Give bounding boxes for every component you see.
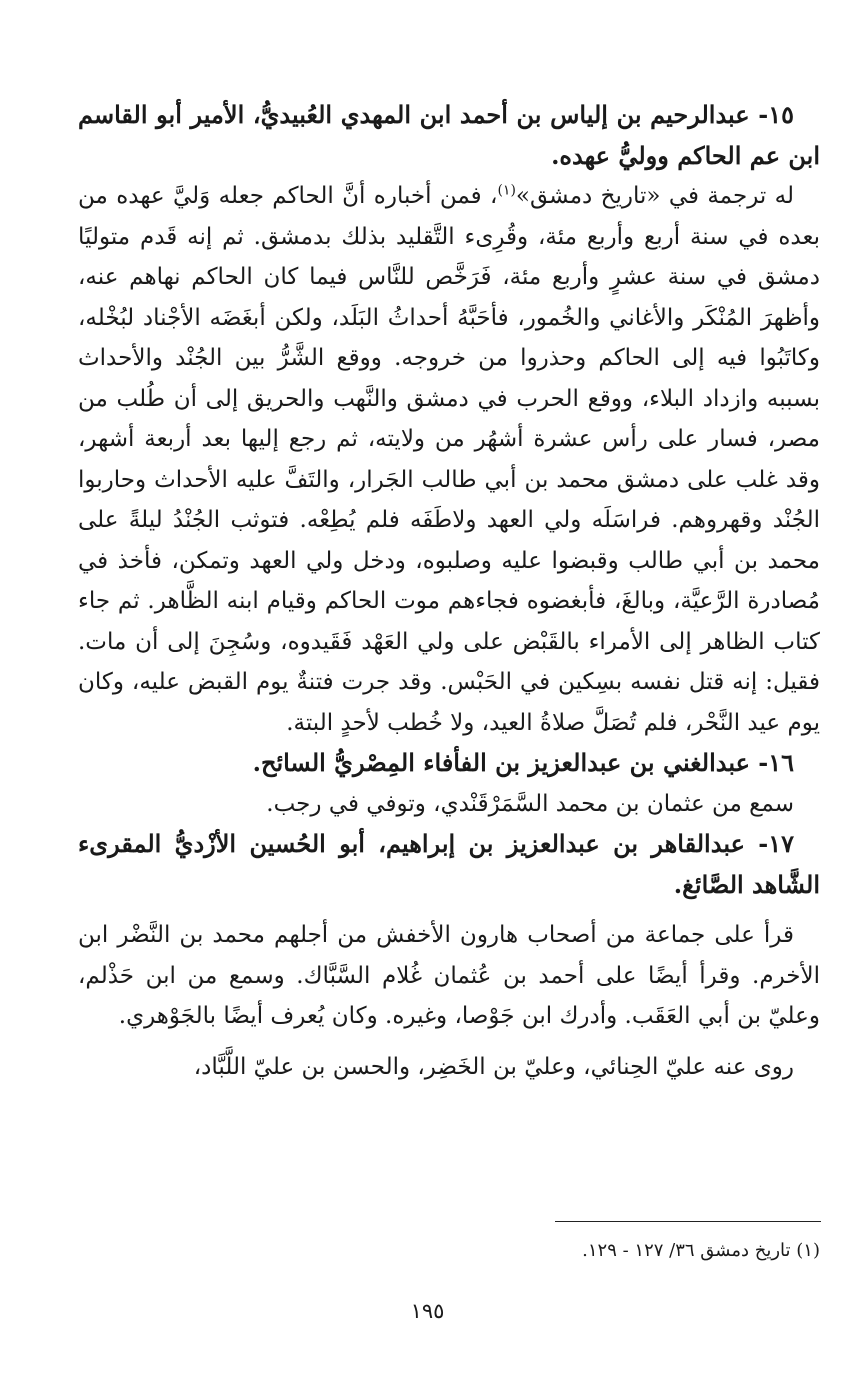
entry-15-body-start: له ترجمة في «تاريخ دمشق» [515,183,794,209]
footnote: (١) تاريخ دمشق ٣٦/ ١٢٧ - ١٢٩. [582,1240,820,1261]
entry-16-heading: ١٦- عبدالغني بن عبدالعزيز بن الفأفاء المِصْريُّ السائح. [252,748,794,777]
entry-16-body: سمع من عثمان بن محمد السَّمَرْقَنْدي، وتوفي في رجب. [266,790,794,817]
entry-15-body [78,176,820,743]
entry-15-heading: ١٥- عبدالرحيم بن إلياس بن أحمد ابن المهدي العُبيديُّ، الأمير أبو القاسم ابن عم الحاكم ووليُّ عهده. [78,100,820,170]
footnote-reference: (١) [497,182,516,199]
page-number: ١٩٥ [410,1299,445,1323]
footnote-divider [555,1221,821,1222]
entry-17-heading: ١٧- عبدالقاهر بن عبدالعزيز بن إبراهيم، أبو الحُسين الأزْديُّ المقرىء الشَّاهد الصَّائغ. [78,829,820,899]
entry-17-body-continued: روى عنه عليّ الحِنائي، وعليّ بن الخَضِر، والحسن بن عليّ اللَّبَّاد، [193,1053,794,1080]
entry-15-body-rest: ، فمن أخباره أنَّ الحاكم جعله وَليَّ عهده من بعده في سنة أربع وأربع مئة، وقُرِىء التَّقليد بذلك بدمشق. ثم إنه قَدم متوليًا دمشق في سنة عشرٍ وأربع مئة، فَرَخَّص للنَّاس فيما كان الحاكم نهاهم عنه، وأظهرَ المُنْكَر والأغاني والخُمور، فأحَبَّهُ أحداثُ البَلَد، ولكن أبغَضَه الأجْناد لبُخْله، وكاتَبُوا فيه إلى الحاكم وحذروا من خروجه. ووقع الشَّرُّ بين الجُنْد والأحداث بسببه وازداد البلاء، ووقع الحرب في دمشق والنَّهب والحريق إلى أن طُلب من مصر، فسار على رأس عشرة أشهُر من ولايته، ثم رجع إليها بعد أربعة أشهر، وقد غلب على دمشق محمد بن أبي طالب الجَرار، والتَفَّ عليه الأحداث وحاربوا الجُنْد وقهروهم. فراسَلَه ولي العهد ولاطَفَه فلم يُطِعْه. فتوثب الجُنْدُ ليلةً على محمد بن أبي طالب وقبضوا عليه وصلبوه، ودخل ولي العهد وتمكن، فأخذ في مُصادرة الرَّعيَّة، وبالغَ، فأبغضوه فجاءهم موت الحاكم وقيام ابنه الظَّاهر. ثم جاء كتاب الظاهر إلى الأمراء بالقَبْض على ولي العَهْد فَقَيدوه، وسُجِنَ إلى أن مات. فقيل: إنه قتل نفسه بسِكين في الحَبْس. وقد جرت فتنةٌ يوم القبض عليه، وكان يوم عيد النَّحْر، فلم تُصَلَّ صلاةُ العيد، ولا خُطب لأحدٍ البتة. [78,183,820,736]
entry-17-body: قرأ على جماعة من أصحاب هارون الأخفش من أجلهم محمد بن النَّضْر ابن الأخرم. وقرأ أيضًا على أحمد بن عُثمان غُلام السَّبَّاك. وسمع من ابن حَذْلم، وعليّ بن أبي العَقَب. وأدرك ابن جَوْصا، وغيره. وكان يُعرف أيضًا بالجَوْهري. [78,922,820,1029]
main-text [78,95,820,1087]
